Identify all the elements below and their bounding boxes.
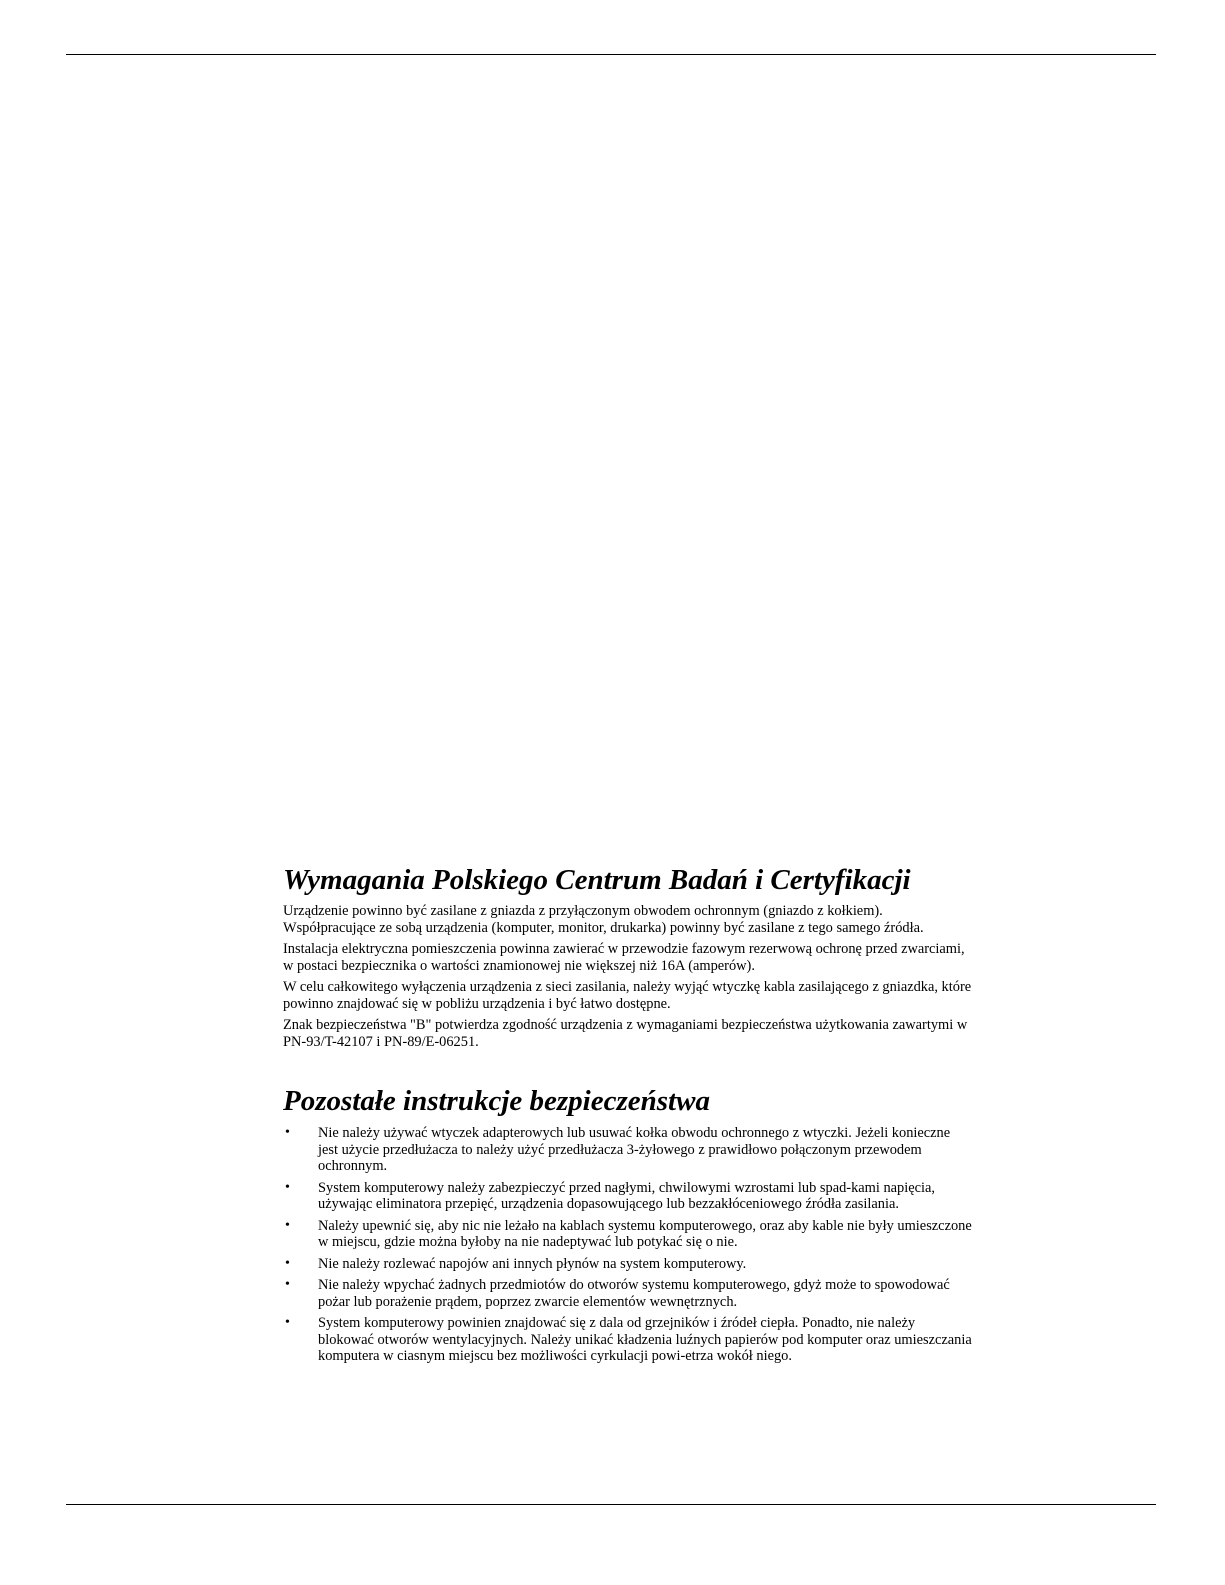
list-item [283, 1315, 973, 1365]
bullet-icon: • [285, 1277, 290, 1292]
bullet-icon: • [285, 1255, 290, 1271]
bullet-icon: • [285, 1315, 290, 1330]
list-item [283, 1180, 973, 1213]
bullet-icon: • [285, 1179, 290, 1195]
bullet-icon: • [285, 1125, 290, 1140]
section-heading-safety: Pozostałe instrukcje bezpieczeństwa [283, 1085, 710, 1117]
list-item [283, 1125, 973, 1175]
list-item [283, 1277, 973, 1310]
list-item-text: Nie należy wpychać żadnych przedmiotów do otworów systemu komputerowego, gdyż może to spowodować pożar lub porażenie prądem, poprzez zwarcie elementów wewnętrznych. [318, 1277, 950, 1310]
safety-list [283, 1125, 973, 1365]
paragraph: Urządzenie powinno być zasilane z gniazda z przyłączonym obwodem ochronnym (gniazdo z kołkiem). Współpracujące ze sobą urządzenia (komputer, monitor, drukarka) powinny być zasilane z tego samego źródła. [283, 903, 924, 936]
paragraph: Instalacja elektryczna pomieszczenia powinna zawierać w przewodzie fazowym rezerwową ochronę przed zwarciami, w postaci bezpiecznika o wartości znamionowej nie większej niż 16A (amperów). [283, 941, 965, 974]
paragraph: Znak bezpieczeństwa "B" potwierdza zgodność urządzenia z wymaganiami bezpieczeństwa użytkowania zawartymi w PN-93/T-42107 i PN-89/E-06251. [283, 1017, 968, 1050]
bullet-icon: • [285, 1217, 290, 1233]
list-item-text: System komputerowy należy zabezpieczyć przed nagłymi, chwilowymi wzrostami lub spad-kami napięcia, używając eliminatora przepięć, urządzenia dopasowującego lub bezzakłóceniowego źródła zasilania. [318, 1179, 935, 1212]
header-rule [66, 54, 1156, 55]
section-heading-pcbc: Wymagania Polskiego Centrum Badań i Certyfikacji [283, 864, 911, 896]
list-item-text: Należy upewnić się, aby nic nie leżało na kablach systemu komputerowego, oraz aby kable nie były umieszczone w miejscu, gdzie można byłoby na nie nadeptywać lub potykać się o nie. [318, 1217, 972, 1250]
list-item-text: Nie należy używać wtyczek adapterowych lub usuwać kołka obwodu ochronnego z wtyczki. Jeżeli konieczne jest użycie przedłużacza to należy użyć przedłużacza 3-żyłowego z prawidłowo połączonym przewodem ochronnym. [318, 1125, 951, 1174]
list-item-text: Nie należy rozlewać napojów ani innych płynów na system komputerowy. [318, 1255, 747, 1272]
footer-rule [66, 1504, 1156, 1505]
list-item-text: System komputerowy powinien znajdować się z dala od grzejników i źródeł ciepła. Ponadto, nie należy blokować otworów wentylacyjnych. Należy unikać kładzenia luźnych papierów pod komputer oraz umieszczania komputera w ciasnym miejscu bez możliwości cyrkulacji powi-etrza wokół niego. [318, 1315, 972, 1364]
list-item [283, 1218, 973, 1251]
list-item [283, 1256, 973, 1273]
page-content [283, 863, 973, 1370]
paragraph: W celu całkowitego wyłączenia urządzenia z sieci zasilania, należy wyjąć wtyczkę kabla zasilającego z gniazdka, które powinno znajdować się w pobliżu urządzenia i być łatwo dostępne. [283, 979, 972, 1012]
